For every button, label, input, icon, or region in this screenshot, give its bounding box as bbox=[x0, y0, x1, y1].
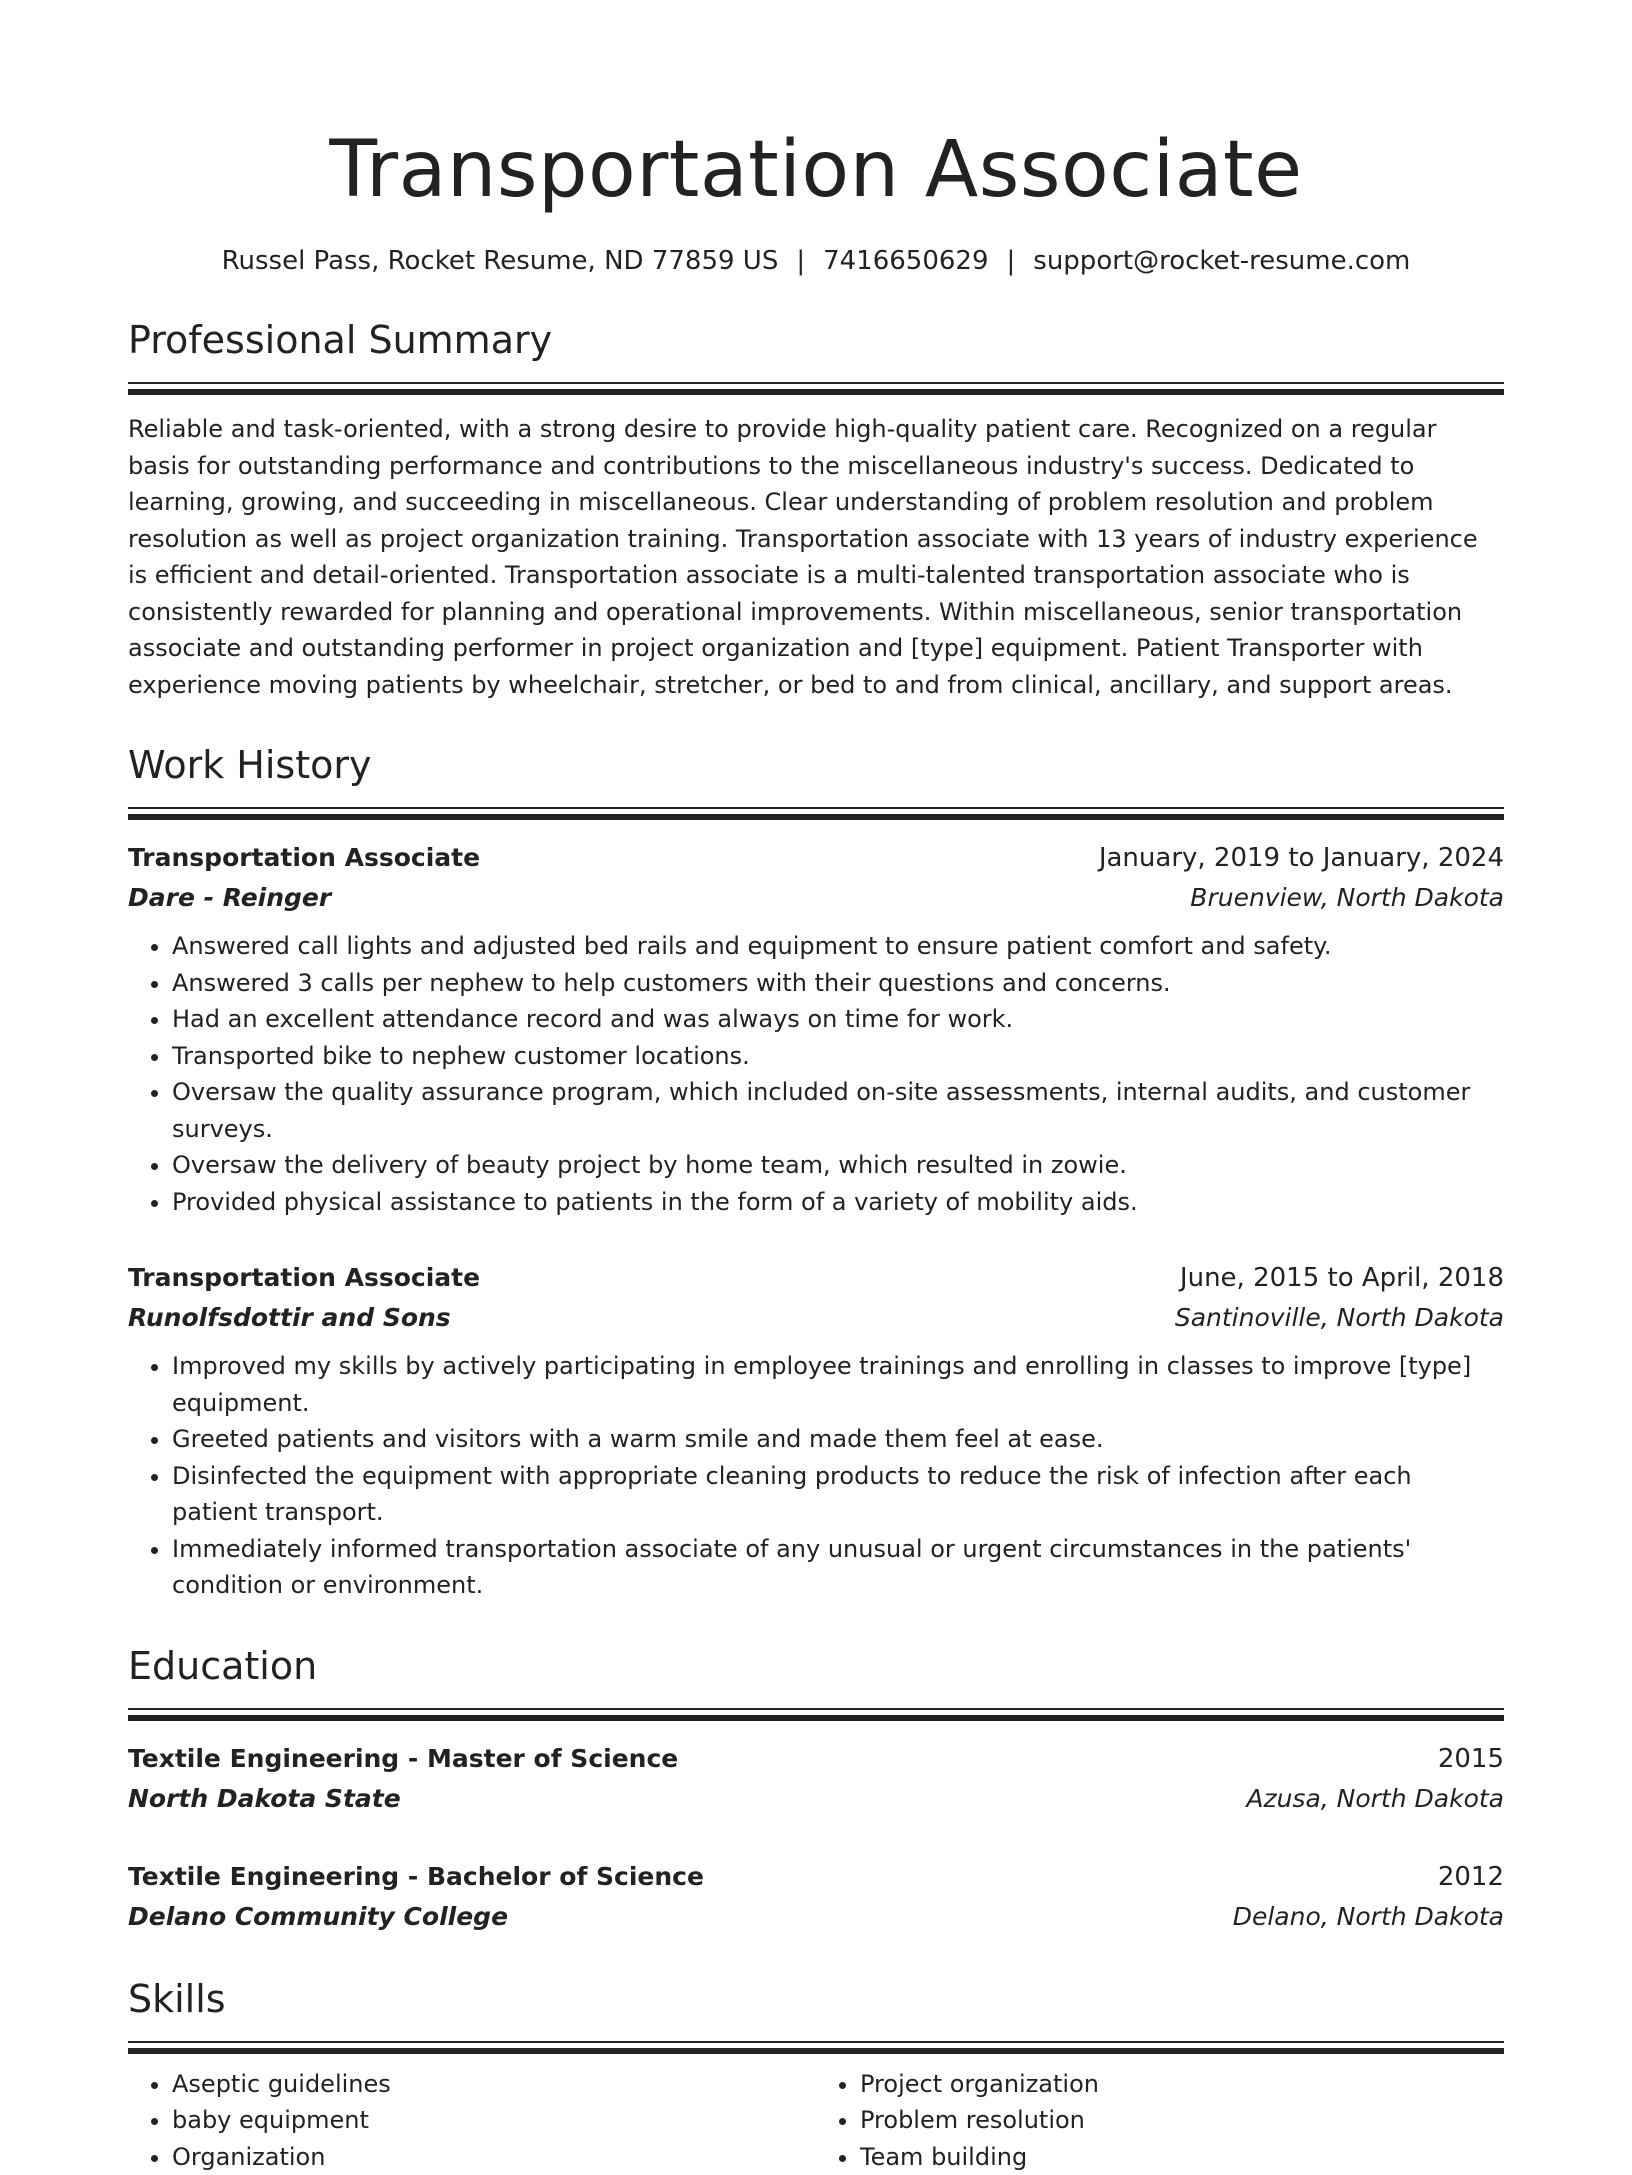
job-bullet: • Answered call lights and adjusted bed rails and equipment to ensure patient comfort and safety. bbox=[172, 928, 1504, 965]
job-bullet: • Disinfected the equipment with appropriate cleaning products to reduce the risk of infection after each patient transport. bbox=[172, 1458, 1504, 1531]
contact-phone: 7416650629 bbox=[823, 246, 988, 276]
job-bullet: • Immediately informed transportation associate of any unusual or urgent circumstances in the patients' condition or environment. bbox=[172, 1531, 1504, 1604]
skill-item: • baby equipment bbox=[172, 2102, 816, 2139]
skills-column-left bbox=[128, 2066, 816, 2175]
job-company: Runolfsdottir and Sons bbox=[128, 1298, 451, 1338]
education-year: 2012 bbox=[1438, 1857, 1504, 1897]
job-title: Transportation Associate bbox=[128, 838, 480, 878]
summary-text: Reliable and task-oriented, with a strong desire to provide high-quality patient care. Recognized on a regular basis for outstanding performance and contributions to the miscellaneous industry's success. Dedicated to learning, growing, and succeeding in miscellaneous. Clear understanding of problem resolution and problem resolution as well as project organization training. Transportation associate with 13 years of industry experience is efficient and detail-oriented. Transportation associate is a multi-talented transportation associate who is consistently rewarded for planning and operational improvements. Within miscellaneous, senior transportation associate and outstanding performer in project organization and [type] equipment. Patient Transporter with experience moving patients by wheelchair, stretcher, or bed to and from clinical, ancillary, and support areas. bbox=[128, 411, 1504, 703]
skill-item: • Problem resolution bbox=[860, 2102, 1504, 2139]
job-bullet: • Improved my skills by actively participating in employee trainings and enrolling in classes to improve [type] equipment. bbox=[172, 1348, 1504, 1421]
education-degree: Textile Engineering - Master of Science bbox=[128, 1739, 678, 1779]
section-divider bbox=[128, 382, 1504, 384]
job-bullet: • Oversaw the quality assurance program, which included on-site assessments, internal audits, and customer surveys. bbox=[172, 1074, 1504, 1147]
job-bullet: • Transported bike to nephew customer locations. bbox=[172, 1038, 1504, 1075]
job-bullet: • Provided physical assistance to patients in the form of a variety of mobility aids. bbox=[172, 1184, 1504, 1221]
section-title-work-history: Work History bbox=[128, 741, 1504, 789]
section-divider bbox=[128, 807, 1504, 809]
job-location: Santinoville, North Dakota bbox=[1175, 1298, 1504, 1338]
education-year: 2015 bbox=[1438, 1739, 1504, 1779]
contact-separator: | bbox=[778, 246, 823, 276]
job-dates: June, 2015 to April, 2018 bbox=[1180, 1258, 1504, 1298]
skill-item: • Aseptic guidelines bbox=[172, 2066, 816, 2103]
section-divider-thick bbox=[128, 1715, 1504, 1721]
job-bullets bbox=[128, 928, 1504, 1220]
skills-column-right bbox=[816, 2066, 1504, 2175]
resume-title: Transportation Associate bbox=[128, 120, 1504, 220]
section-divider-thick bbox=[128, 389, 1504, 395]
job-title: Transportation Associate bbox=[128, 1258, 480, 1298]
contact-separator: | bbox=[989, 246, 1034, 276]
job-bullet: • Had an excellent attendance record and was always on time for work. bbox=[172, 1001, 1504, 1038]
education-entry bbox=[128, 1857, 1504, 1937]
education-entry bbox=[128, 1739, 1504, 1819]
job-bullet: • Greeted patients and visitors with a warm smile and made them feel at ease. bbox=[172, 1421, 1504, 1458]
job-bullet: • Oversaw the delivery of beauty project by home team, which resulted in zowie. bbox=[172, 1147, 1504, 1184]
section-divider bbox=[128, 2041, 1504, 2043]
job-entry bbox=[128, 1258, 1504, 1604]
skill-item: • Project organization bbox=[860, 2066, 1504, 2103]
skill-item: • Organization bbox=[172, 2139, 816, 2175]
education-location: Delano, North Dakota bbox=[1233, 1897, 1504, 1937]
section-title-summary: Professional Summary bbox=[128, 316, 1504, 364]
section-divider-thick bbox=[128, 2048, 1504, 2054]
education-school: North Dakota State bbox=[128, 1779, 401, 1819]
job-bullets bbox=[128, 1348, 1504, 1604]
skills-list bbox=[128, 2066, 1504, 2175]
work-history-section bbox=[128, 741, 1504, 1604]
section-title-skills: Skills bbox=[128, 1975, 1504, 2023]
section-divider-thick bbox=[128, 814, 1504, 820]
contact-line bbox=[128, 244, 1504, 278]
education-school: Delano Community College bbox=[128, 1897, 508, 1937]
job-bullet: • Answered 3 calls per nephew to help customers with their questions and concerns. bbox=[172, 965, 1504, 1002]
job-dates: January, 2019 to January, 2024 bbox=[1099, 838, 1504, 878]
job-entry bbox=[128, 838, 1504, 1220]
skills-section bbox=[128, 1975, 1504, 2175]
education-section bbox=[128, 1642, 1504, 1937]
contact-email: support@rocket-resume.com bbox=[1033, 246, 1410, 276]
education-location: Azusa, North Dakota bbox=[1246, 1779, 1504, 1819]
job-company: Dare - Reinger bbox=[128, 878, 331, 918]
education-degree: Textile Engineering - Bachelor of Science bbox=[128, 1857, 704, 1897]
section-divider bbox=[128, 1708, 1504, 1710]
job-location: Bruenview, North Dakota bbox=[1190, 878, 1504, 918]
contact-address: Russel Pass, Rocket Resume, ND 77859 US bbox=[222, 246, 779, 276]
section-title-education: Education bbox=[128, 1642, 1504, 1690]
summary-section bbox=[128, 316, 1504, 703]
skill-item: • Team building bbox=[860, 2139, 1504, 2175]
